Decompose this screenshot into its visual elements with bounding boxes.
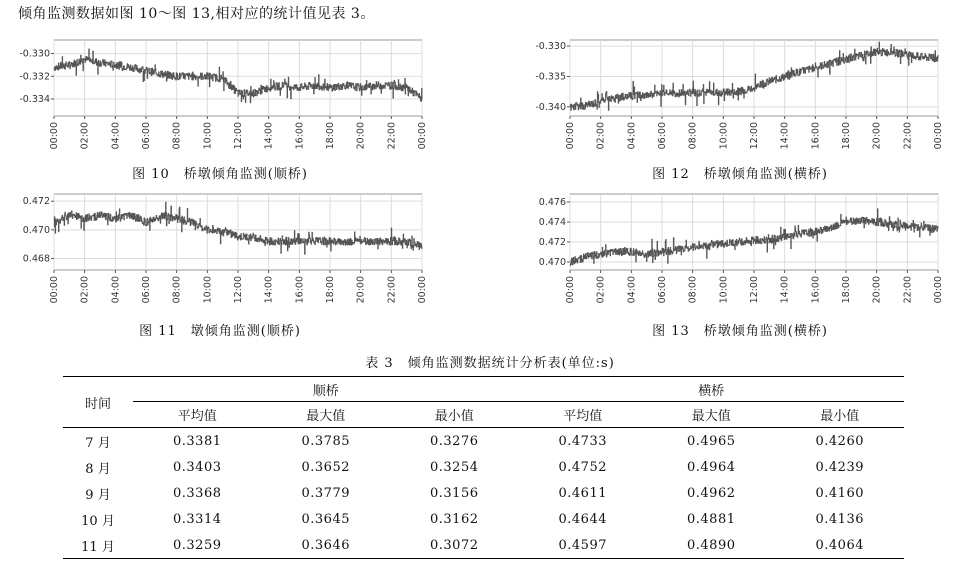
value-cell: 0.3381 — [173, 433, 222, 449]
y-tick-label: -0.330 — [535, 41, 566, 53]
x-tick-label: 12:00 — [233, 276, 244, 304]
month-cell: 10 月 — [81, 513, 115, 529]
x-tick-label: 14:00 — [779, 276, 791, 304]
value-cell: 0.3254 — [430, 459, 479, 475]
figure-10-chart — [14, 36, 434, 154]
y-tick-label: -0.332 — [19, 71, 50, 83]
x-tick-label: 18:00 — [325, 122, 336, 150]
value-cell: 0.4611 — [558, 485, 607, 501]
x-tick-label: 22:00 — [386, 122, 398, 150]
value-cell: 0.3156 — [430, 485, 479, 501]
value-cell: 0.3403 — [173, 459, 222, 475]
figure-12-caption: 图 12 桥墩倾角监测(横桥) — [652, 167, 828, 182]
x-tick-label: 04:00 — [110, 276, 122, 304]
x-tick-label: 06:00 — [657, 122, 668, 150]
y-tick-label: -0.335 — [535, 71, 566, 83]
table-row — [63, 506, 904, 532]
x-tick-label: 12:00 — [749, 276, 760, 304]
x-tick-label: 02:00 — [79, 276, 91, 304]
x-tick-label: 08:00 — [687, 276, 699, 304]
x-tick-label: 16:00 — [810, 276, 822, 304]
x-tick-label: 02:00 — [79, 122, 91, 150]
value-cell: 0.4597 — [519, 532, 648, 559]
figure-10-svg — [14, 36, 434, 154]
x-tick-label: 16:00 — [294, 276, 306, 304]
x-tick-label: 20:00 — [355, 276, 367, 304]
x-tick-label: 10:00 — [718, 122, 730, 150]
x-tick-label: 04:00 — [110, 122, 122, 150]
x-tick-label: 16:00 — [294, 122, 306, 150]
table-row — [63, 454, 904, 480]
value-cell: 0.4644 — [558, 511, 607, 527]
value-cell: 0.4239 — [815, 459, 864, 475]
figure-13-chart — [530, 190, 950, 308]
value-cell: 0.3072 — [390, 532, 519, 559]
x-tick-label: 14:00 — [263, 122, 275, 150]
x-tick-label: 18:00 — [841, 122, 852, 150]
figure-11-caption: 图 11 墩倾角监测(顺桥) — [139, 324, 301, 339]
x-tick-label: 20:00 — [871, 122, 883, 150]
x-tick-label: 00:00 — [933, 122, 944, 150]
x-tick-label: 10:00 — [202, 276, 214, 304]
x-tick-label: 10:00 — [718, 276, 730, 304]
value-cell: 0.4964 — [687, 459, 736, 475]
value-cell: 0.4160 — [815, 485, 864, 501]
value-cell: 0.3162 — [430, 511, 479, 527]
x-tick-label: 08:00 — [687, 122, 699, 150]
value-cell: 0.3314 — [173, 511, 222, 527]
group-header-hengqiao: 横桥 — [519, 377, 905, 402]
sub-header: 最小值 — [776, 402, 905, 428]
x-tick-label: 00:00 — [417, 122, 428, 150]
value-cell: 0.4881 — [687, 511, 736, 527]
table-3-title: 表 3 倾角监测数据统计分析表(单位:s) — [365, 356, 615, 371]
value-cell: 0.4752 — [558, 459, 607, 475]
x-tick-label: 14:00 — [779, 122, 791, 150]
value-cell: 0.4890 — [647, 532, 776, 559]
figure-13-svg — [530, 190, 950, 308]
value-cell: 0.4136 — [815, 511, 864, 527]
value-cell: 0.4260 — [815, 433, 864, 449]
value-cell: 0.3276 — [430, 433, 479, 449]
value-cell: 0.3368 — [173, 485, 222, 501]
value-cell: 0.3652 — [301, 459, 350, 475]
x-tick-label: 22:00 — [386, 276, 398, 304]
x-tick-label: 18:00 — [325, 276, 336, 304]
x-tick-label: 00:00 — [565, 276, 576, 304]
x-tick-label: 22:00 — [902, 276, 914, 304]
x-tick-label: 18:00 — [841, 276, 852, 304]
x-tick-label: 04:00 — [626, 276, 638, 304]
table-row — [63, 428, 904, 455]
value-cell: 0.3785 — [301, 433, 350, 449]
y-tick-label: 0.470 — [22, 224, 50, 236]
value-cell: 0.3646 — [262, 532, 391, 559]
x-tick-label: 14:00 — [263, 276, 275, 304]
x-tick-label: 06:00 — [657, 276, 668, 304]
x-tick-label: 00:00 — [417, 276, 428, 304]
value-cell: 0.4962 — [687, 485, 736, 501]
intro-paragraph: 倾角监测数据如图 10～图 13,相对应的统计值见表 3。 — [18, 6, 375, 22]
month-cell: 7 月 — [85, 435, 111, 451]
table-row — [63, 480, 904, 506]
x-tick-label: 02:00 — [595, 122, 607, 150]
x-tick-label: 04:00 — [626, 122, 638, 150]
x-tick-label: 08:00 — [171, 122, 183, 150]
figure-11-chart — [14, 190, 434, 308]
x-tick-label: 06:00 — [141, 276, 152, 304]
value-cell: 0.3779 — [301, 485, 350, 501]
sub-header: 平均值 — [133, 402, 262, 428]
value-cell: 0.3645 — [301, 511, 350, 527]
value-cell: 0.4064 — [776, 532, 905, 559]
y-tick-label: 0.476 — [538, 197, 566, 208]
month-cell: 8 月 — [85, 461, 111, 477]
y-tick-label: -0.340 — [535, 101, 566, 113]
figure-12-chart — [530, 36, 950, 154]
y-tick-label: 0.468 — [22, 253, 50, 265]
x-tick-label: 22:00 — [902, 122, 914, 150]
group-header-shunqiao: 顺桥 — [133, 377, 519, 402]
x-tick-label: 06:00 — [141, 122, 152, 150]
x-tick-label: 00:00 — [565, 122, 576, 150]
x-tick-label: 02:00 — [595, 276, 607, 304]
sub-header: 最大值 — [262, 402, 391, 428]
value-cell: 0.4965 — [687, 433, 736, 449]
time-header: 时间 — [63, 377, 133, 428]
figure-13-caption: 图 13 桥墩倾角监测(横桥) — [652, 324, 828, 339]
y-tick-label: 0.470 — [538, 257, 566, 268]
value-cell: 0.4733 — [558, 433, 607, 449]
y-tick-label: -0.334 — [19, 93, 50, 105]
x-tick-label: 08:00 — [171, 276, 183, 304]
value-cell: 0.3259 — [133, 532, 262, 559]
y-tick-label: -0.330 — [19, 48, 50, 60]
x-tick-label: 00:00 — [49, 276, 60, 304]
x-tick-label: 12:00 — [749, 122, 760, 150]
figure-11-svg — [14, 190, 434, 308]
x-tick-label: 20:00 — [871, 276, 883, 304]
x-tick-label: 00:00 — [933, 276, 944, 304]
y-tick-label: 0.472 — [22, 196, 50, 208]
sub-header: 最小值 — [390, 402, 519, 428]
x-tick-label: 20:00 — [355, 122, 367, 150]
table-body — [63, 428, 904, 559]
figure-12-svg — [530, 36, 950, 154]
table-row — [63, 532, 904, 559]
statistics-table — [63, 376, 904, 559]
sub-header: 最大值 — [647, 402, 776, 428]
y-tick-label: 0.472 — [538, 237, 566, 248]
month-cell: 9 月 — [85, 487, 111, 503]
x-tick-label: 00:00 — [49, 122, 60, 150]
y-tick-label: 0.474 — [538, 217, 566, 228]
month-cell: 11 月 — [63, 532, 133, 559]
x-tick-label: 10:00 — [202, 122, 214, 150]
x-tick-label: 16:00 — [810, 122, 822, 150]
sub-header: 平均值 — [519, 402, 648, 428]
x-tick-label: 12:00 — [233, 122, 244, 150]
figure-10-caption: 图 10 桥墩倾角监测(顺桥) — [132, 167, 308, 182]
